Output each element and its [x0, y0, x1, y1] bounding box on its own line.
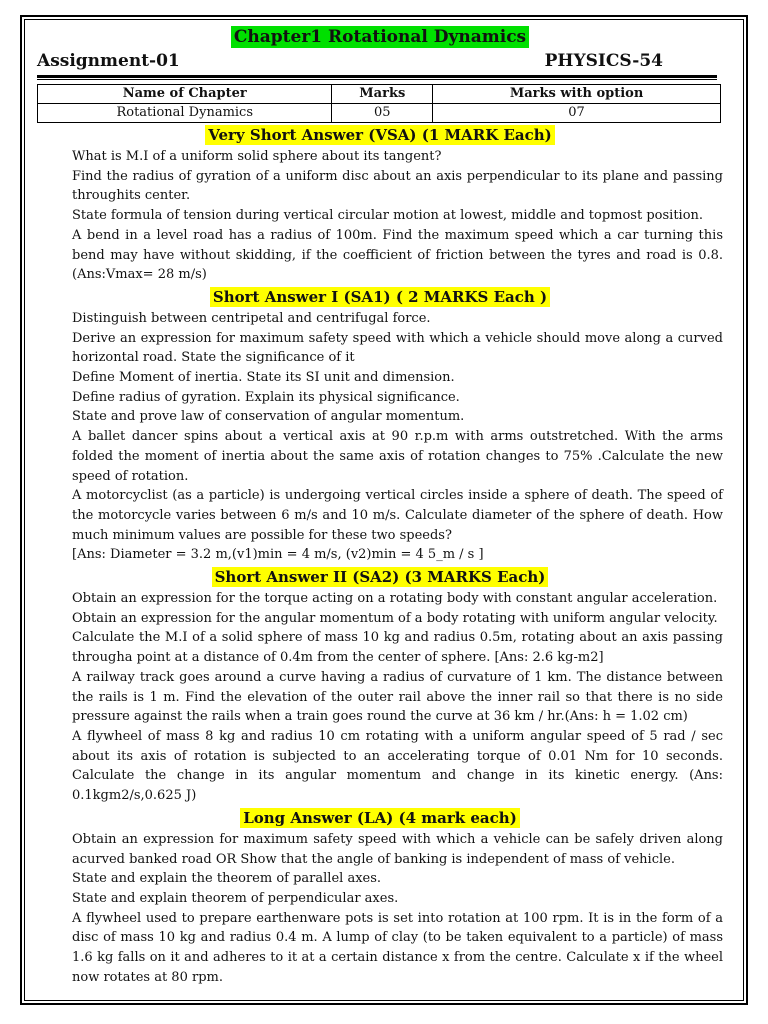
question: State and explain the theorem of parallel axes.: [72, 871, 382, 887]
subject-code: PHYSICS-54: [544, 51, 663, 71]
question: Derive an expression for maximum safety speed with which a vehicle should move along a curved horizontal road. State the significance of it: [72, 330, 723, 366]
question: Obtain an expression for the torque acting on a rotating body with constant angular acceleration.: [72, 591, 718, 607]
section-vsa: [37, 125, 723, 145]
question: Define Moment of inertia. State its SI unit and dimension.: [72, 370, 455, 386]
table-cell: 05: [332, 104, 433, 123]
section-la: [37, 808, 723, 828]
question: State and explain theorem of perpendicular axes.: [72, 890, 399, 906]
table-header: Marks with option: [433, 85, 721, 104]
question: A railway track goes around a curve having a radius of curvature of 1 km. The distance between the rails is 1 m. Find the elevation of the outer rail above the inner rail so that there is no side pressure against the rails when a train goes round the curve at 36 km / hr.(Ans: h = 1.02 cm): [72, 669, 723, 725]
page-title: Chapter1 Rotational Dynamics: [231, 26, 529, 48]
section-heading: Short Answer I (SA1) ( 2 MARKS Each ): [210, 287, 550, 307]
question: A motorcyclist (as a particle) is undergoing vertical circles inside a sphere of death. The speed of the motorcycle varies between 6 m/s and 10 m/s. Calculate diameter of the sphere of death. How much minimum values are possible for these two speeds?: [72, 488, 723, 543]
assignment-header: [37, 50, 723, 72]
question: Find the radius of gyration of a uniform disc about an axis perpendicular to its plane and passing throughits center.: [72, 168, 723, 204]
table-header-row: [38, 85, 721, 104]
header-rule: [37, 75, 717, 78]
table-row: [38, 104, 721, 123]
table-cell: 07: [433, 104, 721, 123]
question: Define radius of gyration. Explain its physical significance.: [72, 389, 460, 405]
assignment-label: Assignment-01: [37, 51, 180, 71]
question: A bend in a level road has a radius of 100m. Find the maximum speed which a car turning this bend may have without skidding, if the coefficient of friction between the tyres and road is 0.8. (Ans:Vmax= 28 m/s): [72, 227, 723, 283]
section-heading: Very Short Answer (VSA) (1 MARK Each): [205, 125, 555, 145]
section-sa2: [37, 567, 723, 587]
worksheet: [37, 26, 723, 987]
question: State and prove law of conservation of angular momentum.: [72, 409, 465, 425]
section-heading: Short Answer II (SA2) (3 MARKS Each): [212, 567, 549, 587]
header-rule-thin: [37, 79, 717, 80]
question: A flywheel of mass 8 kg and radius 10 cm rotating with a uniform angular speed of 5 rad / sec about its axis of rotation is subjected to an accelerating torque of 0.01 Nm for 10 seconds. Calculate the change in its angular momentum and change in its kinetic energy. (Ans: 0.1kgm2/s,0.625 J): [72, 728, 723, 804]
question: Distinguish between centripetal and centrifugal force.: [72, 310, 431, 326]
question: Calculate the M.I of a solid sphere of mass 10 kg and radius 0.5m, rotating about an axis passing througha point at a distance of 0.4m from the center of sphere. [Ans: 2.6 kg-m2]: [72, 630, 723, 666]
section-heading: Long Answer (LA) (4 mark each): [240, 808, 520, 828]
question: A ballet dancer spins about a vertical axis at 90 r.p.m with arms outstretched. With the arms folded the moment of inertia about the same axis of rotation changes to 75% .Calculate the new speed of rotation.: [72, 429, 723, 484]
section-sa1: [37, 287, 723, 307]
question: A flywheel used to prepare earthenware pots is set into rotation at 100 rpm. It is in the form of a disc of mass 10 kg and radius 0.4 m. A lump of clay (to be taken equivalent to a particle) of mass 1.6 kg falls on it and adheres to it at a certain distance x from the centre. Calculate x if the wheel now rotates at 80 rpm.: [72, 910, 723, 985]
table-header: Marks: [332, 85, 433, 104]
marks-table: [37, 84, 721, 123]
table-cell: Rotational Dynamics: [38, 104, 332, 123]
table-header: Name of Chapter: [38, 85, 332, 104]
question: What is M.I of a uniform solid sphere about its tangent?: [72, 149, 442, 164]
question: State formula of tension during vertical circular motion at lowest, middle and topmost position.: [72, 208, 704, 224]
question: Obtain an expression for maximum safety speed with which a vehicle can be safely driven along acurved banked road OR Show that the angle of banking is independent of mass of vehicle.: [72, 831, 723, 867]
question: Obtain an expression for the angular momentum of a body rotating with uniform angular velocity.: [72, 610, 718, 626]
answer-line: [Ans: Diameter = 3.2 m,(v1)min = 4 m/s, (v2)min = 4 5_m / s ]: [72, 547, 484, 563]
